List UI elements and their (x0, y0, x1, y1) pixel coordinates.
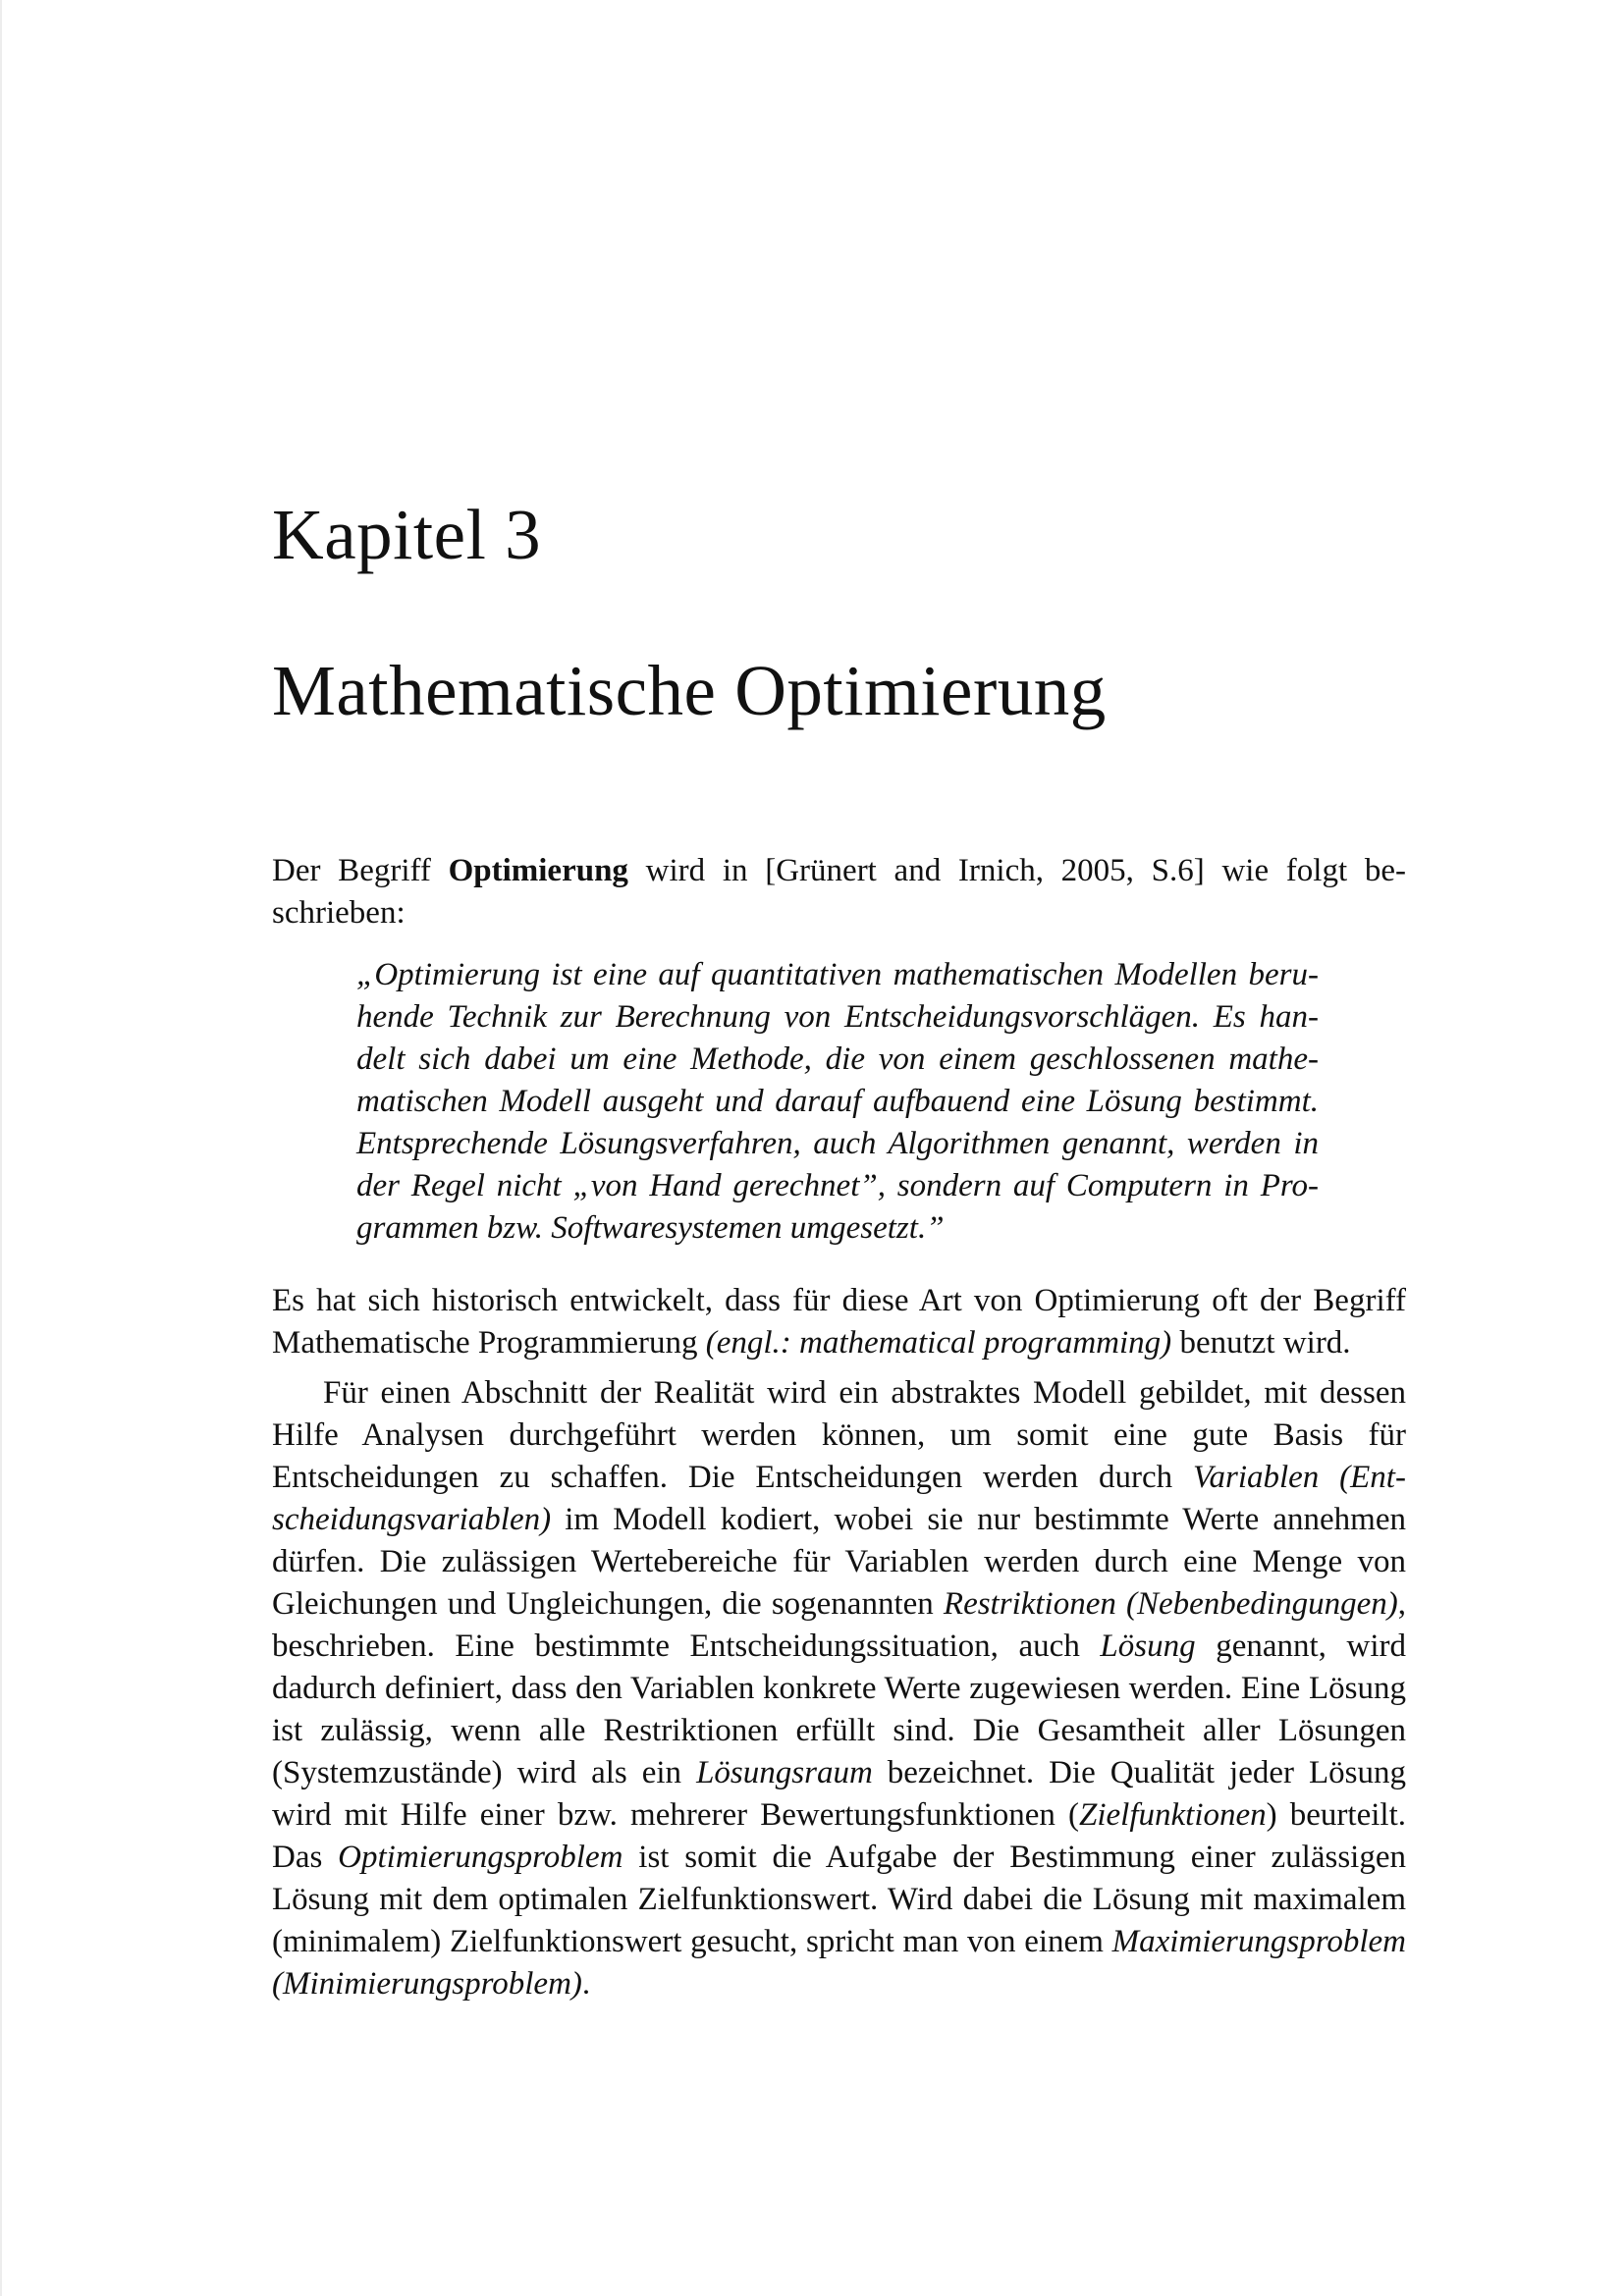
intro-text-before: Der Begriff (272, 853, 449, 888)
main-text-5: bezeichnet. Die Qualität jeder Lösung wird mit Hilfe einer bzw. mehrerer Bewertungsfunktionen ( (272, 1755, 1406, 1833)
main-text-4: genannt, wird dadurch definiert, dass den Variablen konkrete Werte zugewiesen werden. Eine Lösung ist zulässig, wenn alle Restriktionen erfüllt sind. Die Gesamtheit aller Lösungen (Systemzustände) wird als ein (272, 1629, 1406, 1790)
main-text-1: Für einen Abschnitt der Realität wird ein abstraktes Modell gebildet, mit dessen Hilfe Analysen durchgeführt werden können, um somit eine gute Basis für Entscheidungen zu schaffen. Die Entscheidungen werden durch (272, 1375, 1406, 1495)
intro-paragraph (272, 850, 1406, 934)
main-text-3: , beschrieben. Eine bestimmte Entscheidungssituation, auch (272, 1586, 1406, 1664)
term-zielfunktionen: Zielfunktionen (1079, 1797, 1267, 1833)
term-variablen: Variablen (Entscheidungsvariablen) (272, 1460, 1406, 1537)
main-text-6: ) beurteilt. Das (272, 1797, 1406, 1875)
history-text-before: Es hat sich historisch entwickelt, dass für diese Art von Optimierung oft der Begriff Mathematische Programmierung (272, 1283, 1406, 1361)
chapter-label: Kapitel 3 (272, 495, 542, 574)
page-left-edge (0, 0, 2, 2296)
main-text-7: ist somit die Aufgabe der Bestimmung einer zulässigen Lösung mit dem optimalen Zielfunktionswert. Wird dabei die Lösung mit maximalem (minimalem) Zielfunktionswert gesucht, spricht man von einem (272, 1840, 1406, 1959)
term-loesung: Lösung (1100, 1629, 1196, 1664)
history-paragraph (272, 1280, 1406, 1364)
intro-term-optimierung: Optimierung (448, 853, 628, 888)
main-text-2: im Modell kodiert, wobei sie nur bestimmte Werte annehmen dürfen. Die zulässigen Wertebereiche für Variablen werden durch eine Menge von Gleichungen und Ungleichungen, die sogenannten (272, 1502, 1406, 1622)
history-text-after: benutzt wird. (1171, 1325, 1351, 1361)
term-maximierungsproblem: Maximierungsproblem (Minimierungsproblem) (272, 1924, 1406, 2002)
term-restriktionen: Restriktionen (Nebenbedingungen) (943, 1586, 1398, 1622)
main-paragraph (272, 1372, 1406, 2005)
main-text-8: . (581, 1966, 591, 2002)
term-optimierungsproblem: Optimierungsproblem (338, 1840, 623, 1875)
term-loesungsraum: Lösungsraum (696, 1755, 873, 1790)
history-english-term: (engl.: mathematical programming) (705, 1325, 1172, 1361)
definition-quote: „Optimierung ist eine auf quantitativen mathematischen Modellen beruhende Technik zur Berechnung von Entscheidungsvorschlägen. Es handelt sich dabei um eine Methode, die von einem geschlossenen mathematischen Modell ausgeht und darauf aufbauend eine Lösung bestimmt. Entsprechende Lösungsverfahren, auch Algorithmen genannt, werden in der Regel nicht „von Hand gerechnet”, sondern auf Computern in Programmen bzw. Softwaresystemen umgesetzt.” (356, 957, 1319, 1246)
chapter-title: Mathematische Optimierung (272, 651, 1107, 730)
intro-text-after: wird in [Grünert and Irnich, 2005, S.6] wie folgt beschrieben: (272, 853, 1406, 931)
